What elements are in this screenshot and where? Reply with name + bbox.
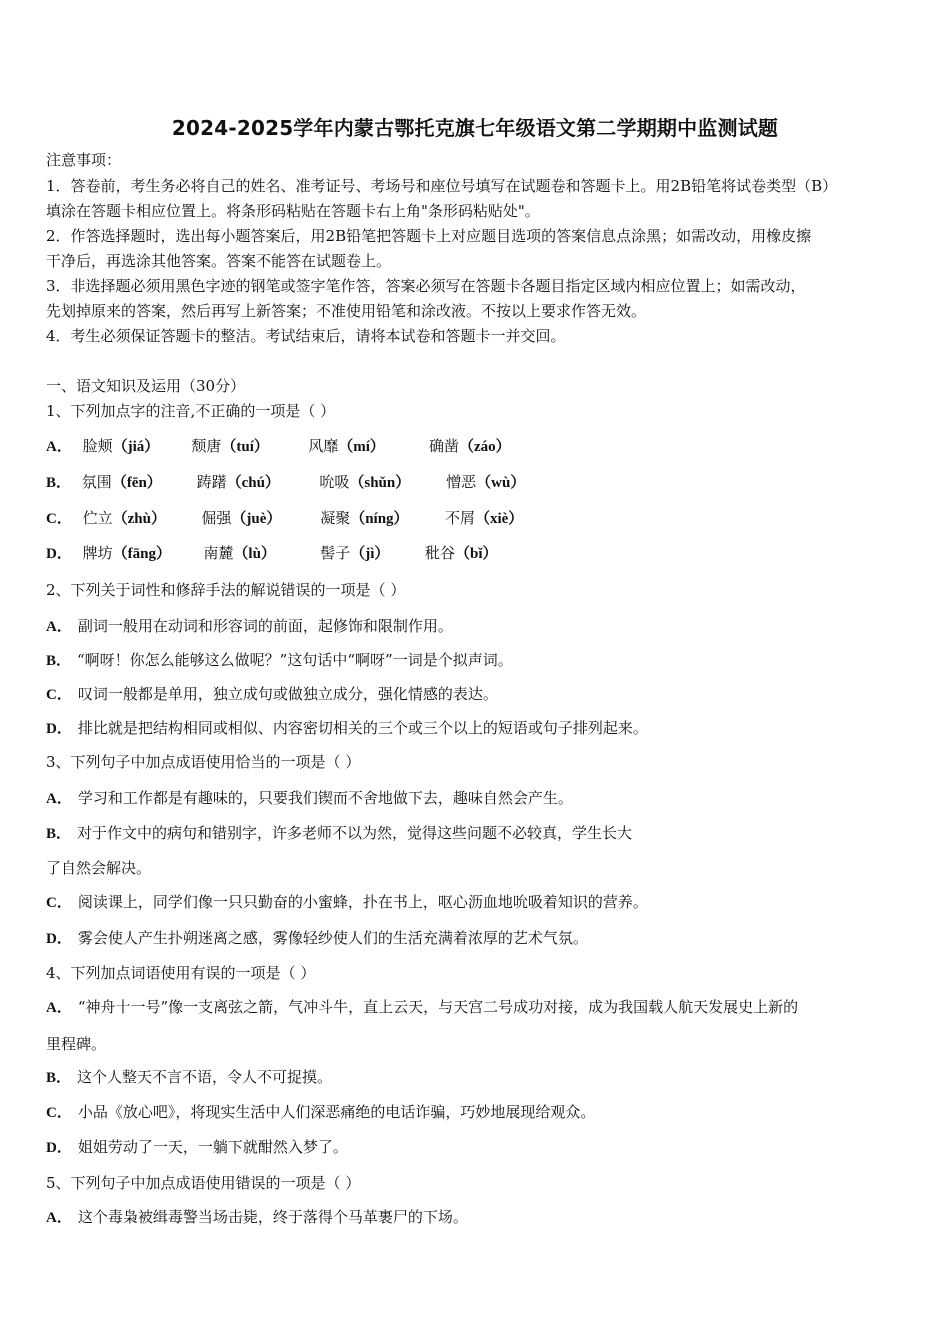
pinyin: （jì） — [350, 546, 390, 562]
option — [46, 616, 453, 637]
option-label: C． — [46, 1105, 72, 1121]
word: 吮吸 — [319, 473, 350, 491]
pinyin: （chú） — [226, 475, 280, 491]
option-text: 这个人整天不言不语，令人不可捉摸。 — [77, 1068, 333, 1086]
word: 伫立 — [82, 509, 113, 527]
question-stem: 1、下列加点字的注音,不正确的一项是（ ） — [46, 402, 336, 420]
notice-line: 4．考生必须保证答题卡的整洁。考试结束后，请将本试卷和答题卡一并交回。 — [46, 327, 566, 345]
option-text: 叹词一般都是单用，独立成句或做独立成分，强化情感的表达。 — [77, 685, 498, 703]
pinyin: （jiá） — [112, 439, 160, 455]
option — [46, 997, 798, 1018]
option — [46, 1067, 332, 1088]
pinyin: （juè） — [231, 511, 282, 527]
option-label: A． — [46, 1000, 72, 1016]
q1-option-row — [46, 508, 523, 529]
option-text: 小品《放心吧》，将现实生活中人们深恶痛绝的电话诈骗，巧妙地展现给观众。 — [77, 1103, 596, 1121]
option-text: 学习和工作都是有趣味的，只要我们锲而不舍地做下去，趣味自然会产生。 — [77, 789, 573, 807]
pinyin: （wù） — [476, 475, 526, 491]
notice-line: 2．作答选择题时，选出每小题答案后，用2B铅笔把答题卡上对应题目选项的答案信息点涂黑；如需改动，用橡皮擦 — [46, 227, 812, 245]
option-continuation: 了自然会解决。 — [46, 859, 152, 877]
option-text: 姐姐劳动了一天，一躺下就酣然入梦了。 — [77, 1138, 348, 1156]
option — [46, 1207, 468, 1228]
option-label: B． — [46, 653, 72, 669]
option-label: B． — [46, 475, 72, 491]
word: 憎恶 — [446, 473, 477, 491]
pinyin: （tuí） — [221, 439, 269, 455]
option — [46, 788, 573, 809]
word: 牌坊 — [82, 544, 113, 562]
pinyin: （zhù） — [112, 511, 166, 527]
option-text: 排比就是把结构相同或相似、内容密切相关的三个或三个以上的短语或句子排列起来。 — [77, 719, 648, 737]
option — [46, 650, 513, 671]
option — [46, 1137, 348, 1158]
option-label: B． — [46, 826, 72, 842]
section-heading: 一、语文知识及运用（30分） — [46, 377, 246, 395]
option — [46, 718, 648, 739]
pinyin: （xiè） — [474, 511, 524, 527]
pinyin: （mí） — [338, 439, 385, 455]
question-stem: 5、下列句子中加点成语使用错误的一项是（ ） — [46, 1174, 361, 1192]
option-text: “啊呀！你怎么能够这么做呢？”这句话中“啊呀”一词是个拟声词。 — [77, 651, 513, 669]
q1-option-row — [46, 543, 498, 564]
notice-line: 1．答卷前，考生务必将自己的姓名、准考证号、考场号和座位号填写在试题卷和答题卡上。用2B铅笔将试卷类型（B） — [46, 177, 838, 195]
page-title: 2024-2025学年内蒙古鄂托克旗七年级语文第二学期期中监测试题 — [171, 116, 779, 140]
option-label: D． — [46, 721, 72, 737]
option — [46, 823, 632, 844]
option-label: D． — [46, 931, 72, 947]
pinyin: （fāng） — [112, 546, 171, 562]
pinyin: （záo） — [458, 439, 511, 455]
question-stem: 4、下列加点词语使用有误的一项是（ ） — [46, 964, 316, 982]
option-label: C． — [46, 687, 72, 703]
option-text: 副词一般用在动词和形容词的前面，起修饰和限制作用。 — [77, 617, 453, 635]
word: 踌躇 — [196, 473, 227, 491]
option-label: C． — [46, 895, 72, 911]
word: 髻子 — [320, 544, 351, 562]
word: 秕谷 — [424, 544, 455, 562]
pinyin: （fēn） — [111, 475, 162, 491]
word: 凝聚 — [320, 509, 351, 527]
option — [46, 928, 588, 949]
notice-line: 填涂在答题卡相应位置上。将条形码粘贴在答题卡右上角"条形码粘贴处"。 — [46, 202, 540, 220]
option-text: 阅读课上，同学们像一只只勤奋的小蜜蜂，扑在书上，呕心沥血地吮吸着知识的营养。 — [77, 893, 648, 911]
notice-heading: 注意事项： — [46, 151, 122, 169]
word: 颓唐 — [191, 437, 222, 455]
word: 氛围 — [81, 473, 112, 491]
option-label: D． — [46, 1140, 72, 1156]
word: 风靡 — [308, 437, 339, 455]
option — [46, 1102, 595, 1123]
option-continuation: 里程碑。 — [46, 1035, 107, 1053]
option-text: 对于作文中的病句和错别字，许多老师不以为然，觉得这些问题不必较真，学生长大 — [77, 824, 633, 842]
option — [46, 684, 498, 705]
notice-line: 干净后，再选涂其他答案。答案不能答在试题卷上。 — [46, 252, 392, 270]
question-stem: 2、下列关于词性和修辞手法的解说错误的一项是（ ） — [46, 581, 406, 599]
word: 脸颊 — [82, 437, 113, 455]
option-label: B． — [46, 1070, 72, 1086]
q1-option-row — [46, 436, 511, 457]
option-label: A． — [46, 439, 72, 455]
pinyin: （níng） — [350, 511, 409, 527]
option-label: C． — [46, 511, 72, 527]
option-text: 这个毒枭被缉毒警当场击毙，终于落得个马革裹尸的下场。 — [77, 1208, 468, 1226]
pinyin: （bǐ） — [454, 546, 498, 562]
word: 南麓 — [203, 544, 234, 562]
option-text: 雾会使人产生扑朔迷离之感，雾像轻纱使人们的生活充满着浓厚的艺术气氛。 — [77, 929, 588, 947]
question-stem: 3、下列句子中加点成语使用恰当的一项是（ ） — [46, 753, 361, 771]
notice-line: 先划掉原来的答案，然后再写上新答案；不准使用铅笔和涂改液。不按以上要求作答无效。 — [46, 302, 647, 320]
option-label: A． — [46, 1210, 72, 1226]
word: 倔强 — [201, 509, 232, 527]
pinyin: （lù） — [233, 546, 276, 562]
q1-option-row — [46, 472, 525, 493]
option-label: A． — [46, 791, 72, 807]
word: 不屑 — [444, 509, 475, 527]
notice-line: 3．非选择题必须用黑色字迹的钢笔或签字笔作答，答案必须写在答题卡各题目指定区域内相应位置上；如需改动， — [46, 277, 806, 295]
option-text: “神舟十一号”像一支离弦之箭，气冲斗牛，直上云天，与天宫二号成功对接，成为我国载人航天发展史上新的 — [77, 998, 799, 1016]
pinyin: （shǔn） — [349, 475, 411, 491]
option-label: A． — [46, 619, 72, 635]
option-label: D． — [46, 546, 72, 562]
word: 确凿 — [428, 437, 459, 455]
option — [46, 892, 648, 913]
